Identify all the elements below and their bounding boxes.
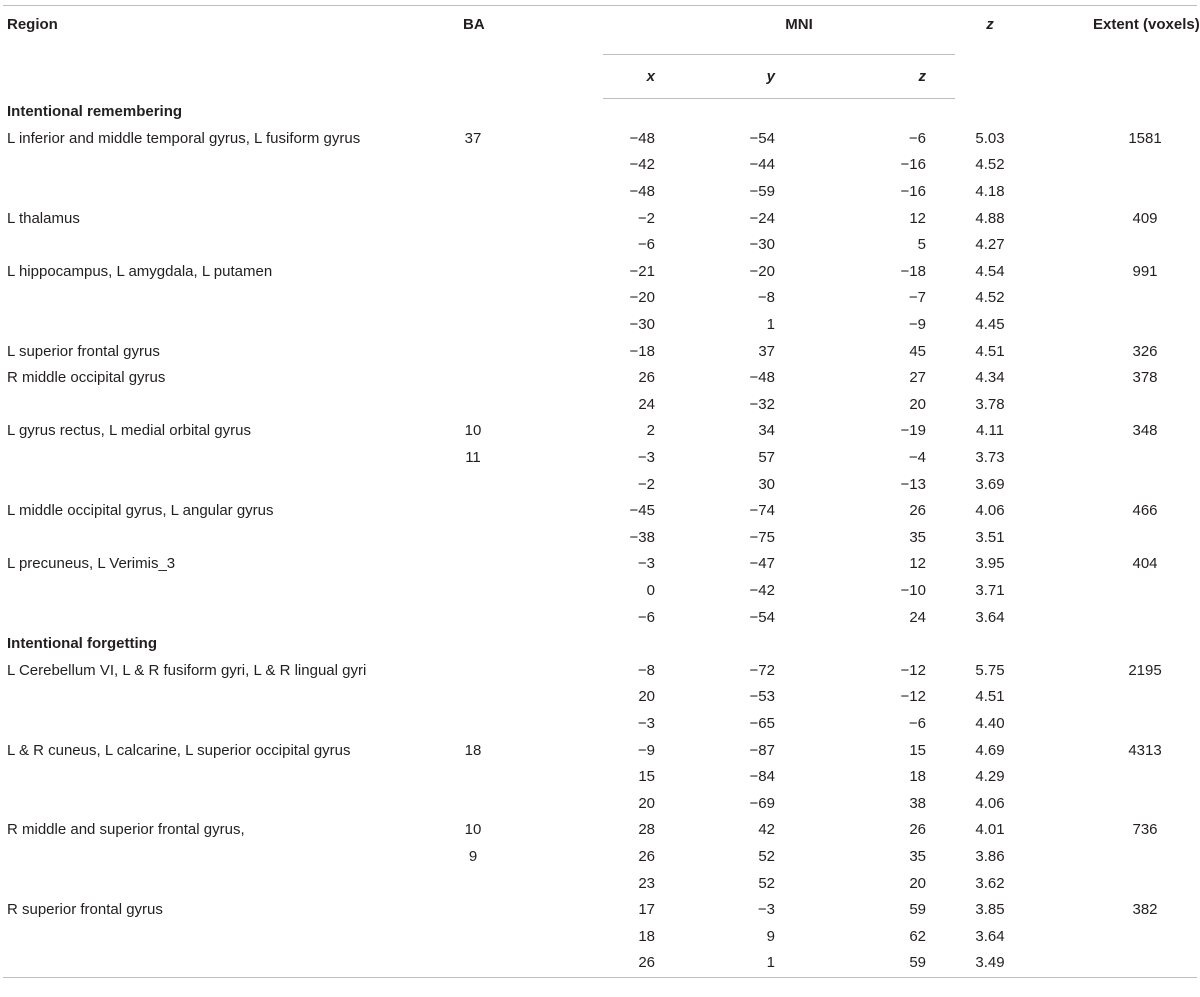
cell-x: −3	[637, 449, 655, 467]
cell-z-coord: −6	[908, 714, 926, 732]
cell-extent: 326	[1132, 342, 1158, 360]
cell-z-score: 3.64	[975, 927, 1005, 945]
cell-x: −2	[637, 475, 655, 493]
cell-region	[3, 711, 463, 738]
table-row	[3, 923, 1197, 950]
cell-x: 20	[638, 794, 655, 812]
cell-x: 26	[603, 950, 713, 977]
cell-x: −30	[629, 316, 655, 334]
cell-z-score: 3.73	[975, 449, 1005, 467]
cell-region: L thalamus	[7, 209, 80, 227]
header-ba: BA	[463, 16, 485, 33]
cell-region	[3, 285, 463, 312]
cell-z-coord: 35	[909, 528, 926, 546]
cell-z-coord: 12	[909, 555, 926, 573]
cell-x: 26	[638, 847, 655, 865]
cell-z-score: 4.06	[975, 794, 1005, 812]
cell-extent: 409	[1132, 209, 1158, 227]
cell-region	[3, 578, 463, 605]
cell-y: −72	[749, 661, 775, 679]
table-row	[3, 471, 1197, 498]
cell-extent	[1049, 950, 1197, 977]
cell-region	[3, 790, 463, 817]
cell-y: −8	[757, 289, 775, 307]
cell-x: −45	[629, 502, 655, 520]
cell-z-coord: −6	[908, 129, 926, 147]
cell-region	[3, 844, 463, 871]
table-body	[3, 99, 1197, 978]
cell-region	[3, 152, 463, 179]
cell-z-coord: 24	[909, 608, 926, 626]
table-row	[3, 392, 1197, 419]
cell-z-coord: 15	[909, 741, 926, 759]
cell-y: −75	[749, 528, 775, 546]
cell-ba	[463, 471, 603, 498]
cell-y: −3	[757, 901, 775, 919]
cell-extent	[1049, 471, 1197, 498]
cell-region	[3, 923, 463, 950]
cell-x: −9	[637, 741, 655, 759]
cell-extent	[1049, 312, 1197, 339]
cell-ba	[463, 525, 603, 552]
cell-z-score: 3.85	[975, 901, 1005, 919]
cell-z-coord: 20	[909, 874, 926, 892]
cell-y: −20	[749, 262, 775, 280]
cell-ba	[463, 578, 603, 605]
cell-z-score: 4.51	[975, 342, 1005, 360]
cell-extent	[1049, 844, 1197, 871]
cell-ba	[463, 259, 603, 286]
table-row	[3, 870, 1197, 897]
cell-extent	[1049, 604, 1197, 631]
cell-z-coord: 26	[909, 821, 926, 839]
cell-x: −6	[637, 608, 655, 626]
header-mni: MNI	[785, 16, 813, 33]
table-row	[3, 312, 1197, 339]
cell-ba	[463, 551, 603, 578]
section-heading-row	[3, 99, 1197, 126]
cell-region: L middle occipital gyrus, L angular gyrus	[7, 502, 274, 520]
cell-y: −74	[749, 502, 775, 520]
cell-x: −18	[629, 342, 655, 360]
cell-ba	[463, 338, 603, 365]
cell-ba: 11	[465, 449, 481, 467]
cell-extent: 736	[1132, 821, 1158, 839]
cell-region	[3, 392, 463, 419]
table-row	[3, 817, 1197, 844]
table-row	[3, 950, 1197, 977]
activation-table	[3, 5, 1200, 978]
section-heading-row	[3, 631, 1197, 658]
table-row	[3, 604, 1197, 631]
table-row	[3, 657, 1197, 684]
table-row	[3, 498, 1197, 525]
cell-z-coord: 59	[909, 901, 926, 919]
cell-region	[3, 950, 463, 977]
table-row	[3, 790, 1197, 817]
cell-ba	[463, 790, 603, 817]
cell-x: −3	[637, 714, 655, 732]
cell-extent	[1049, 684, 1197, 711]
cell-y: −54	[749, 129, 775, 147]
cell-y: 37	[758, 342, 775, 360]
cell-z-score: 4.01	[975, 821, 1005, 839]
cell-x: −38	[629, 528, 655, 546]
cell-z-coord: 27	[909, 369, 926, 387]
header-x: x	[603, 55, 713, 99]
cell-ba: 9	[468, 847, 478, 865]
cell-extent	[1049, 445, 1197, 472]
cell-z-score: 3.51	[975, 528, 1005, 546]
cell-region: R middle and superior frontal gyrus,	[7, 821, 245, 839]
cell-region: L superior frontal gyrus	[7, 342, 160, 360]
cell-y: −42	[749, 581, 775, 599]
cell-z-coord: 18	[909, 768, 926, 786]
cell-extent: 2195	[1128, 661, 1162, 679]
cell-y: 52	[758, 847, 775, 865]
cell-region	[3, 179, 463, 206]
cell-extent: 382	[1132, 901, 1158, 919]
table-row	[3, 365, 1197, 392]
cell-region: L inferior and middle temporal gyrus, L fusiform gyrus	[7, 129, 361, 147]
cell-x: 15	[638, 768, 655, 786]
table-row	[3, 525, 1197, 552]
cell-region	[3, 471, 463, 498]
cell-z-coord: 12	[909, 209, 926, 227]
cell-extent	[1049, 392, 1197, 419]
cell-x: 18	[638, 927, 655, 945]
cell-y: −54	[749, 608, 775, 626]
cell-region: R middle occipital gyrus	[7, 369, 166, 387]
cell-z-score: 4.45	[975, 316, 1005, 334]
cell-y: 57	[758, 449, 775, 467]
cell-ba	[463, 870, 603, 897]
cell-x: −48	[629, 129, 655, 147]
header-y: y	[713, 55, 833, 99]
header-z-score: z	[986, 16, 994, 33]
cell-region: L Cerebellum VI, L & R fusiform gyri, L & R lingual gyri	[7, 661, 367, 679]
table-row	[3, 232, 1197, 259]
cell-y: 9	[766, 927, 775, 945]
cell-z-score: 4.34	[975, 369, 1005, 387]
cell-y: 30	[758, 475, 775, 493]
cell-extent	[1049, 285, 1197, 312]
cell-z-score: 3.64	[975, 608, 1005, 626]
cell-y: 52	[758, 874, 775, 892]
table-row	[3, 897, 1197, 924]
cell-ba	[463, 152, 603, 179]
cell-ba	[463, 684, 603, 711]
cell-ba	[463, 950, 603, 977]
cell-extent	[1049, 790, 1197, 817]
cell-y: −65	[749, 714, 775, 732]
cell-ba	[463, 179, 603, 206]
cell-extent: 348	[1132, 422, 1158, 440]
cell-z-score: 4.54	[975, 262, 1005, 280]
cell-extent	[1049, 578, 1197, 605]
table-row	[3, 445, 1197, 472]
cell-y: −84	[749, 768, 775, 786]
cell-z-score: 3.62	[975, 874, 1005, 892]
header-extent: Extent (voxels)	[1093, 16, 1200, 33]
cell-z-coord: −16	[900, 156, 926, 174]
cell-extent	[1049, 232, 1197, 259]
cell-x: 17	[638, 901, 655, 919]
cell-extent	[1049, 923, 1197, 950]
cell-z-coord: −12	[900, 688, 926, 706]
cell-ba	[463, 232, 603, 259]
cell-z-score: 4.18	[975, 183, 1005, 201]
cell-extent: 466	[1132, 502, 1158, 520]
cell-z-coord: −9	[908, 316, 926, 334]
cell-region: L & R cuneus, L calcarine, L superior occipital gyrus	[7, 741, 351, 759]
cell-x: −20	[629, 289, 655, 307]
cell-extent	[1049, 764, 1197, 791]
table-row	[3, 205, 1197, 232]
table-row	[3, 844, 1197, 871]
cell-region: L precuneus, L Verimis_3	[7, 555, 176, 573]
cell-z-coord: 38	[909, 794, 926, 812]
table-row	[3, 684, 1197, 711]
cell-ba	[463, 365, 603, 392]
header-region: Region	[7, 16, 58, 33]
cell-extent	[1049, 179, 1197, 206]
cell-region	[3, 604, 463, 631]
cell-z-coord: −19	[900, 422, 926, 440]
table-row	[3, 578, 1197, 605]
cell-z-coord: 35	[909, 847, 926, 865]
cell-z-score: 5.75	[975, 661, 1005, 679]
cell-z-coord: −10	[900, 581, 926, 599]
cell-extent: 1581	[1128, 129, 1162, 147]
table-row	[3, 551, 1197, 578]
cell-y: −48	[749, 369, 775, 387]
cell-ba	[463, 312, 603, 339]
cell-ba: 10	[464, 422, 482, 440]
cell-region	[3, 684, 463, 711]
cell-extent	[1049, 711, 1197, 738]
cell-z-coord: 59	[833, 950, 955, 977]
cell-ba	[463, 285, 603, 312]
cell-ba	[463, 711, 603, 738]
cell-y: 1	[713, 950, 833, 977]
cell-z-coord: 20	[909, 395, 926, 413]
cell-region	[3, 312, 463, 339]
cell-ba	[463, 604, 603, 631]
cell-z-coord: 5	[917, 236, 926, 254]
cell-z-coord: −18	[900, 262, 926, 280]
cell-ba: 10	[464, 821, 482, 839]
cell-z-score: 4.52	[975, 289, 1005, 307]
cell-x: 26	[638, 369, 655, 387]
cell-region: L hippocampus, L amygdala, L putamen	[7, 262, 273, 280]
table-header	[3, 6, 1200, 99]
cell-y: −87	[749, 741, 775, 759]
table-row	[3, 179, 1197, 206]
cell-z-coord: −13	[900, 475, 926, 493]
cell-z-coord: 62	[909, 927, 926, 945]
cell-region: R superior frontal gyrus	[7, 901, 163, 919]
cell-ba	[463, 764, 603, 791]
cell-x: −3	[637, 555, 655, 573]
cell-ba	[463, 897, 603, 924]
cell-z-score: 3.95	[975, 555, 1005, 573]
cell-z-score: 4.29	[975, 768, 1005, 786]
cell-z-score: 4.51	[975, 688, 1005, 706]
section-title: Intentional remembering	[7, 103, 183, 121]
cell-ba	[463, 498, 603, 525]
cell-x: −2	[637, 209, 655, 227]
cell-x: 2	[646, 422, 655, 440]
cell-z-coord: −7	[908, 289, 926, 307]
cell-x: 20	[638, 688, 655, 706]
cell-x: −48	[629, 183, 655, 201]
cell-z-score: 3.71	[975, 581, 1005, 599]
cell-x: 24	[638, 395, 655, 413]
cell-region	[3, 232, 463, 259]
cell-z-score: 4.88	[975, 209, 1005, 227]
cell-y: 34	[758, 422, 775, 440]
cell-z-score: 3.78	[975, 395, 1005, 413]
table-row	[3, 764, 1197, 791]
cell-z-score: 4.27	[975, 236, 1005, 254]
cell-z-score: 4.52	[975, 156, 1005, 174]
cell-x: −6	[637, 236, 655, 254]
cell-x: −8	[637, 661, 655, 679]
cell-y: −30	[749, 236, 775, 254]
cell-extent: 991	[1132, 262, 1158, 280]
cell-z-coord: −12	[900, 661, 926, 679]
cell-z-coord: −4	[908, 449, 926, 467]
cell-y: −59	[749, 183, 775, 201]
table-row	[3, 418, 1197, 445]
table-row	[3, 126, 1197, 153]
cell-z-score: 3.49	[955, 950, 1049, 977]
cell-x: 28	[638, 821, 655, 839]
cell-z-score: 3.86	[975, 847, 1005, 865]
cell-y: −32	[749, 395, 775, 413]
cell-extent	[1049, 525, 1197, 552]
cell-y: −44	[749, 156, 775, 174]
cell-extent: 4313	[1128, 741, 1162, 759]
cell-region	[3, 525, 463, 552]
cell-z-score: 4.06	[975, 502, 1005, 520]
table-row	[3, 259, 1197, 286]
cell-y: −53	[749, 688, 775, 706]
cell-ba: 37	[464, 129, 482, 147]
cell-region	[3, 764, 463, 791]
cell-z-coord: 26	[909, 502, 926, 520]
cell-z-score: 3.69	[975, 475, 1005, 493]
cell-y: 42	[758, 821, 775, 839]
table-row	[3, 152, 1197, 179]
header-z-coord: z	[833, 55, 955, 99]
cell-x: 0	[646, 581, 655, 599]
cell-extent	[1049, 152, 1197, 179]
cell-z-coord: −16	[900, 183, 926, 201]
section-title: Intentional forgetting	[7, 635, 157, 653]
cell-z-coord: 45	[909, 342, 926, 360]
cell-z-score: 4.40	[975, 714, 1005, 732]
cell-extent: 404	[1132, 555, 1158, 573]
cell-x: −42	[629, 156, 655, 174]
cell-z-score: 4.69	[975, 741, 1005, 759]
cell-region	[3, 870, 463, 897]
cell-y: −24	[749, 209, 775, 227]
cell-ba: 18	[464, 741, 482, 759]
cell-region	[3, 445, 463, 472]
table-row	[3, 285, 1197, 312]
cell-y: −69	[749, 794, 775, 812]
cell-region: L gyrus rectus, L medial orbital gyrus	[7, 422, 251, 440]
table-row	[3, 737, 1197, 764]
cell-ba	[463, 392, 603, 419]
cell-extent	[1049, 870, 1197, 897]
cell-z-score: 4.11	[975, 422, 1005, 440]
cell-z-score: 5.03	[975, 129, 1005, 147]
cell-ba	[463, 923, 603, 950]
cell-extent: 378	[1132, 369, 1158, 387]
cell-ba	[463, 205, 603, 232]
table-row	[3, 338, 1197, 365]
cell-y: −47	[749, 555, 775, 573]
cell-x: 23	[638, 874, 655, 892]
cell-y: 1	[766, 316, 775, 334]
cell-x: −21	[629, 262, 655, 280]
table-row	[3, 711, 1197, 738]
cell-ba	[463, 657, 603, 684]
